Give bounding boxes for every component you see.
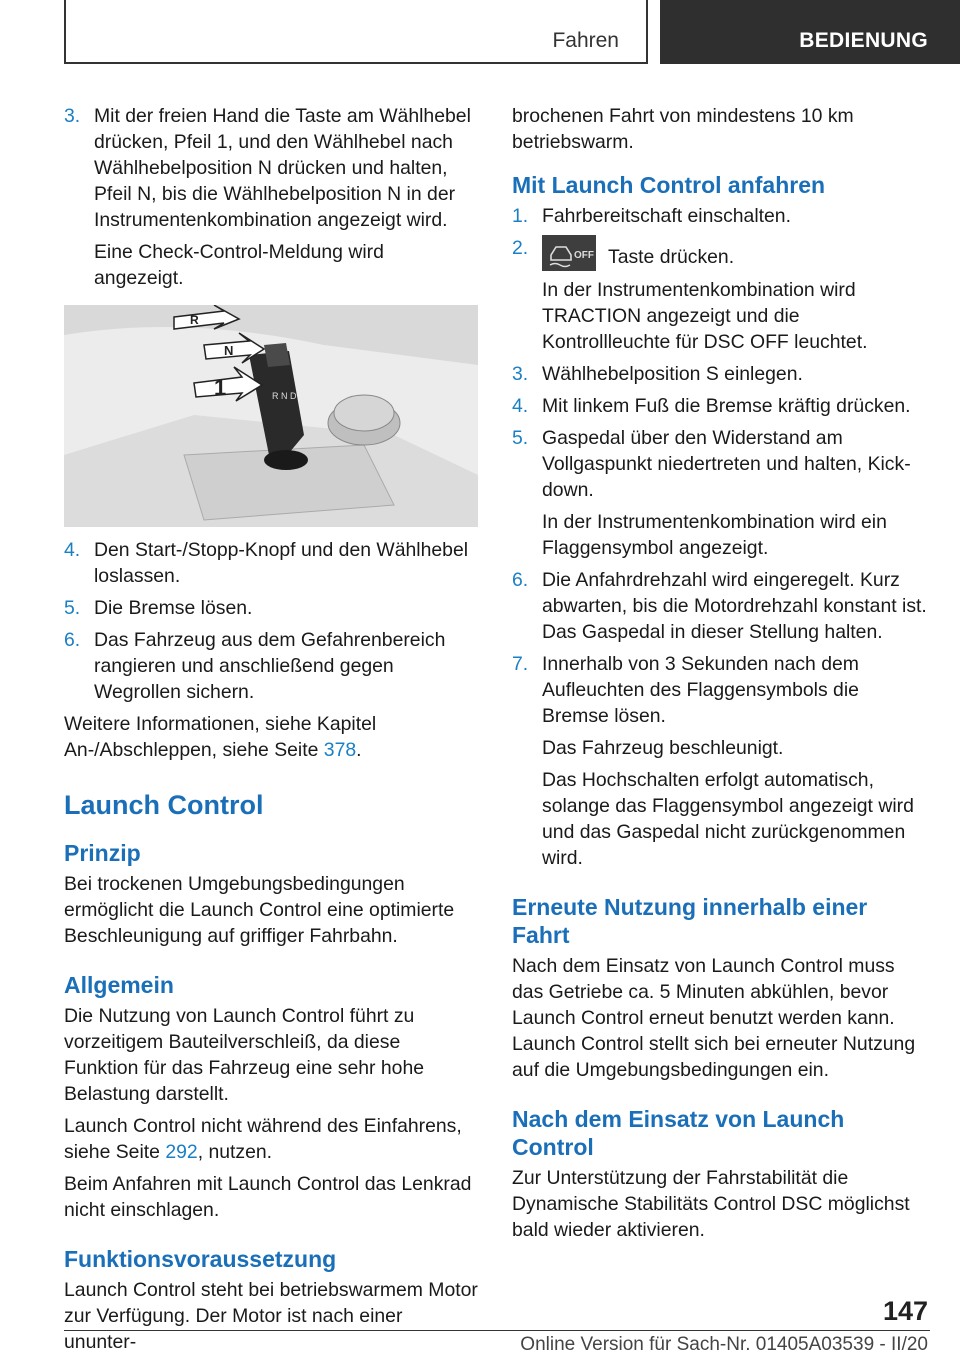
more-info-end: . bbox=[356, 739, 362, 761]
step-text: Den Start-/Stopp-Knopf und den Wählhebel loslassen. bbox=[94, 539, 469, 587]
step-text: Gaspedal über den Widerstand am Vollgaspunkt niedertreten und halten, Kick-down. bbox=[542, 427, 911, 501]
step-text: Das Fahrzeug aus dem Gefahrenbereich rangieren und anschließend gegen Wegrollen sichern. bbox=[94, 629, 446, 703]
page-link-378[interactable]: 378 bbox=[323, 739, 357, 761]
more-info-paragraph bbox=[64, 711, 478, 763]
step-4 bbox=[64, 537, 478, 589]
heading-launch-control: Launch Control bbox=[64, 790, 264, 820]
launch-step-3 bbox=[512, 361, 928, 387]
step-text: Die Anfahrdrehzahl wird eingeregelt. Kurz abwarten, bis die Motordrehzahl konstant ist. Das Gaspedal in dieser Stellung halten. bbox=[542, 569, 927, 643]
heading-prinzip: Prinzip bbox=[64, 840, 141, 866]
header-section-title: Fahren bbox=[552, 29, 619, 52]
step-text: Taste drücken. bbox=[608, 246, 735, 268]
lenkrad-paragraph: Beim Anfahren mit Launch Control das Lenkrad nicht einschlagen. bbox=[64, 1173, 472, 1221]
launch-step-4 bbox=[512, 393, 928, 419]
einfahren-end: , nutzen. bbox=[197, 1141, 273, 1163]
launch-step-5 bbox=[512, 425, 928, 503]
heading-funktionsvoraussetzung: Funktionsvoraussetzung bbox=[64, 1246, 337, 1272]
launch-step-1 bbox=[512, 203, 928, 229]
step-number: 2. bbox=[512, 237, 529, 259]
launch-step-2 bbox=[512, 235, 928, 271]
page-number: 147 bbox=[882, 1296, 928, 1326]
page-link-292[interactable]: 292 bbox=[165, 1141, 198, 1163]
heading-erneute-nutzung: Erneute Nutzung innerhalb einer Fahrt bbox=[512, 894, 868, 948]
nach-paragraph: Zur Unterstützung der Fahrstabilität die Dynamische Stabilitäts Control DSC möglichst bald wieder aktivieren. bbox=[512, 1167, 910, 1241]
step-text: Mit der freien Hand die Taste am Wählhebel drücken, Pfeil 1, und den Wählhebel nach Wählhebelposition N drücken und halten, Pfeil N, bis die Wählhebelposition N in der Instrumentenkombination angezeigt wird. bbox=[94, 105, 471, 231]
launch-step-7-note-1: Das Fahrzeug beschleunigt. bbox=[542, 737, 784, 759]
step-text: Die Bremse lösen. bbox=[94, 597, 253, 619]
einfahren-paragraph bbox=[64, 1113, 478, 1165]
dsc-off-icon-label: OFF bbox=[574, 250, 594, 261]
funktion-paragraph: Launch Control steht bei betriebswarmem Motor zur Verfügung. Der Motor ist nach einer ununter- bbox=[64, 1279, 478, 1353]
launch-step-5-note: In der Instrumentenkombination wird ein Flaggensymbol angezeigt. bbox=[542, 511, 887, 559]
heading-mit-launch-control-anfahren: Mit Launch Control anfahren bbox=[512, 172, 826, 198]
step-number: 1. bbox=[512, 205, 529, 227]
step-text: Mit linkem Fuß die Bremse kräftig drücken. bbox=[542, 395, 911, 417]
prinzip-paragraph: Bei trockenen Umgebungsbedingungen ermöglicht die Launch Control eine optimierte Beschleunigung auf griffiger Fahrbahn. bbox=[64, 873, 455, 947]
continued-paragraph: brochenen Fahrt von mindestens 10 km betriebswarm. bbox=[512, 105, 854, 153]
launch-step-2-note: In der Instrumentenkombination wird TRACTION angezeigt und die Kontrollleuchte für DSC OFF leuchtet. bbox=[542, 279, 868, 353]
launch-step-7 bbox=[512, 651, 928, 729]
step-number: 4. bbox=[512, 395, 529, 417]
step-5 bbox=[64, 595, 478, 621]
launch-step-7-note-2: Das Hochschalten erfolgt automatisch, solange das Flaggensymbol angezeigt wird und das Gaspedal nicht zurückgenommen wird. bbox=[542, 769, 914, 869]
step-text: Fahrbereitschaft einschalten. bbox=[542, 205, 791, 227]
right-column bbox=[512, 103, 928, 1249]
arrow-n-label: N bbox=[224, 343, 234, 358]
step-number: 4. bbox=[64, 539, 81, 561]
step-number: 5. bbox=[64, 597, 81, 619]
svg-text:R N D: R N D bbox=[272, 391, 297, 401]
allgemein-paragraph: Die Nutzung von Launch Control führt zu vorzeitigem Bauteilverschleiß, da diese Funktion für das Fahrzeug eine sehr hohe Belastung darstellt. bbox=[64, 1005, 425, 1105]
dsc-off-button-icon bbox=[542, 235, 596, 271]
step-number: 6. bbox=[64, 629, 81, 651]
heading-nach-dem-einsatz: Nach dem Einsatz von Launch Control bbox=[512, 1106, 845, 1160]
left-column bbox=[64, 103, 478, 1361]
arrow-1-label: 1 bbox=[214, 375, 227, 400]
heading-allgemein: Allgemein bbox=[64, 972, 174, 998]
step-text: Wählhebelposition S einlegen. bbox=[542, 363, 803, 385]
footer-online-version: Online Version für Sach-Nr. 01405A03539 - II/20 bbox=[520, 1334, 928, 1355]
step-number: 3. bbox=[512, 363, 529, 385]
step-number: 7. bbox=[512, 653, 529, 675]
gear-selector-drawing bbox=[64, 305, 478, 527]
einfahren-text: Launch Control nicht während des Einfahrens, siehe Seite bbox=[64, 1115, 462, 1163]
footer-rule bbox=[64, 1330, 930, 1331]
erneute-paragraph: Nach dem Einsatz von Launch Control muss das Getriebe ca. 5 Minuten abkühlen, bevor Launch Control erneut benutzt werden kann. Launch Control stellt sich bei erneuter Nutzung auf die Umgebungsbedingungen ein. bbox=[512, 955, 916, 1081]
gear-selector-illustration bbox=[64, 305, 478, 527]
step-3-note: Eine Check-Control-Meldung wird angezeigt. bbox=[94, 241, 384, 289]
step-text: Innerhalb von 3 Sekunden nach dem Aufleuchten des Flaggensymbols die Bremse lösen. bbox=[542, 653, 859, 727]
launch-step-6 bbox=[512, 567, 928, 645]
step-number: 5. bbox=[512, 427, 529, 449]
step-number: 6. bbox=[512, 569, 529, 591]
step-number: 3. bbox=[64, 105, 81, 127]
step-3 bbox=[64, 103, 478, 233]
more-info-text: Weitere Informationen, siehe Kapitel An-/Abschleppen, siehe Seite bbox=[64, 713, 377, 761]
header-chapter-tab: BEDIENUNG bbox=[660, 0, 960, 64]
arrow-r-label: R bbox=[190, 313, 199, 327]
step-6 bbox=[64, 627, 478, 705]
